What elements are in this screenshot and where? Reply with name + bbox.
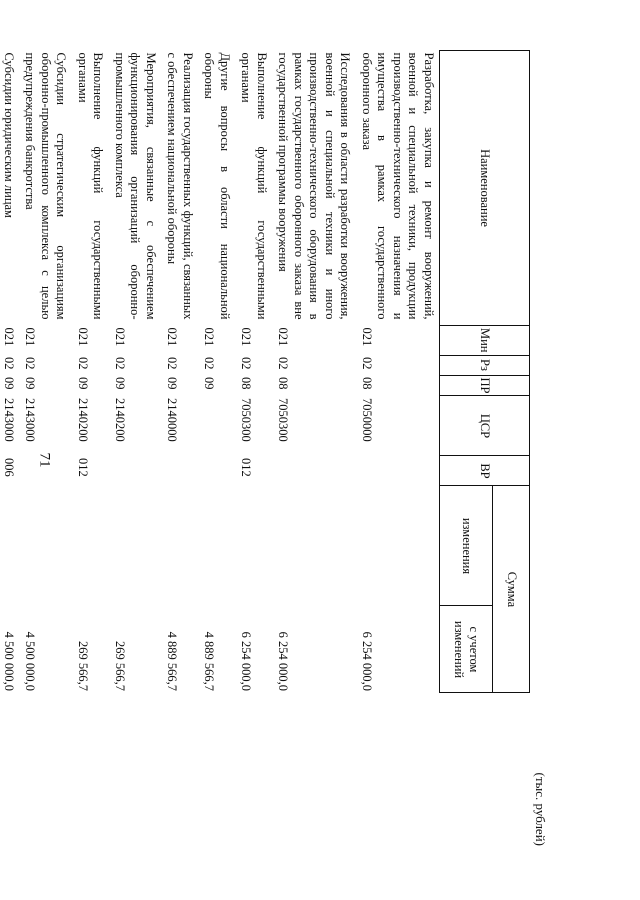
row-rz: 02 xyxy=(2,357,16,370)
row-csr: 2143000 xyxy=(2,397,16,442)
row-total: 4 500 000,0 xyxy=(23,631,38,691)
row-name: Выполнение функций государственными органами xyxy=(239,52,269,320)
row-changes xyxy=(198,486,235,606)
row-rz: 02 xyxy=(76,357,90,370)
table-row xyxy=(72,51,109,693)
row-vr: 012 xyxy=(239,457,254,477)
row-name: Исследования в области разработки вооружения, военной и специальной техники и иного производственно-технического оборудования в рамках государственного оборонного заказа вне государственной программы вооружения xyxy=(276,52,353,320)
row-min: 021 xyxy=(165,327,180,347)
row-min: 021 xyxy=(113,327,127,347)
row-name: Субсидии юридическим лицам xyxy=(2,52,16,218)
row-min: 021 xyxy=(23,327,38,347)
row-name: Выполнение функций государственными органами xyxy=(76,52,106,320)
row-changes xyxy=(272,486,356,606)
table-row xyxy=(356,51,440,693)
row-total: 6 254 000,0 xyxy=(239,631,254,691)
row-total: 4 889 566,7 xyxy=(202,631,217,691)
budget-table xyxy=(0,50,530,693)
row-csr: 2140200 xyxy=(76,397,90,442)
row-rz: 02 xyxy=(165,357,180,370)
row-vr xyxy=(161,456,198,486)
header-name: Наименование xyxy=(440,51,530,326)
row-pr: 09 xyxy=(23,377,38,390)
row-rz: 02 xyxy=(23,357,38,370)
row-changes xyxy=(356,486,440,606)
row-vr xyxy=(19,456,72,486)
row-pr: 08 xyxy=(360,377,374,390)
table-header xyxy=(440,51,530,693)
header-csr: ЦСР xyxy=(440,396,530,456)
row-csr xyxy=(198,396,235,456)
table-row xyxy=(19,51,72,693)
header-min: Мин xyxy=(440,326,530,356)
row-rz: 02 xyxy=(276,357,291,370)
row-pr: 09 xyxy=(113,377,127,390)
row-rz: 02 xyxy=(360,357,374,370)
row-rz: 02 xyxy=(113,357,127,370)
table-row xyxy=(0,51,19,693)
header-sum: Сумма xyxy=(493,486,530,693)
row-changes xyxy=(19,486,72,606)
row-min: 021 xyxy=(2,327,16,347)
row-pr: 09 xyxy=(76,377,90,390)
header-vr: ВР xyxy=(440,456,530,486)
table-row xyxy=(272,51,356,693)
row-pr: 08 xyxy=(276,377,291,390)
row-name: Другие вопросы в области национальной обороны xyxy=(202,52,232,320)
table-row xyxy=(198,51,235,693)
row-min: 021 xyxy=(239,327,254,347)
header-with-changes: с учетом изменений xyxy=(440,606,493,693)
row-csr: 2140000 xyxy=(165,397,180,442)
table-row xyxy=(235,51,272,693)
row-pr: 08 xyxy=(239,377,254,390)
row-total: 6 254 000,0 xyxy=(360,631,374,691)
row-vr xyxy=(356,456,440,486)
row-vr xyxy=(198,456,235,486)
row-min: 021 xyxy=(276,327,291,347)
row-csr: 2143000 xyxy=(23,397,38,442)
row-pr: 09 xyxy=(202,377,217,390)
row-rz: 02 xyxy=(202,357,217,370)
table-row xyxy=(109,51,162,693)
row-min: 021 xyxy=(76,327,90,347)
header-rz: Рз xyxy=(440,355,530,375)
row-name: Мероприятия, связанные с обеспечением функционирования организаций оборонно-промышленного комплекса xyxy=(113,52,158,320)
row-csr: 7050300 xyxy=(239,397,254,442)
row-total: 6 254 000,0 xyxy=(276,631,291,691)
row-vr: 006 xyxy=(2,457,16,477)
row-total: 4 500 000,0 xyxy=(2,631,16,691)
units-label: (тыс. рублей) xyxy=(533,772,548,846)
row-changes xyxy=(109,486,162,606)
row-changes xyxy=(72,486,109,606)
row-changes xyxy=(0,486,19,606)
table-row xyxy=(161,51,198,693)
row-vr: 012 xyxy=(76,457,90,477)
row-csr: 7050000 xyxy=(360,397,374,442)
row-csr: 7050300 xyxy=(276,397,291,442)
row-vr xyxy=(109,456,162,486)
row-changes xyxy=(161,486,198,606)
row-changes xyxy=(235,486,272,606)
row-rz: 02 xyxy=(239,357,254,370)
row-pr: 09 xyxy=(165,377,180,390)
row-total: 269 566,7 xyxy=(76,640,90,691)
row-name: Субсидии стратегическим организациям оборонно-промышленного комплекса с целью предупреждения банкротства xyxy=(23,52,69,320)
header-pr: ПР xyxy=(440,375,530,396)
header-changes: изменения xyxy=(440,486,493,606)
row-csr: 2140200 xyxy=(113,397,127,442)
row-name: Разработка, закупка и ремонт вооружений, военной и специальной техники, продукции производственно-технического назначения и имущества в рамках государственного оборонного заказа xyxy=(360,52,436,320)
row-vr xyxy=(272,456,356,486)
row-min: 021 xyxy=(360,327,374,347)
row-total: 269 566,7 xyxy=(113,640,127,691)
row-name: Реализация государственных функций, связанных с обеспечением национальной обороны xyxy=(165,52,195,320)
table-body xyxy=(0,51,440,693)
row-min: 021 xyxy=(202,327,217,347)
page-number: 71 xyxy=(36,452,53,468)
row-total: 4 889 566,7 xyxy=(165,631,180,691)
row-pr: 09 xyxy=(2,377,16,390)
